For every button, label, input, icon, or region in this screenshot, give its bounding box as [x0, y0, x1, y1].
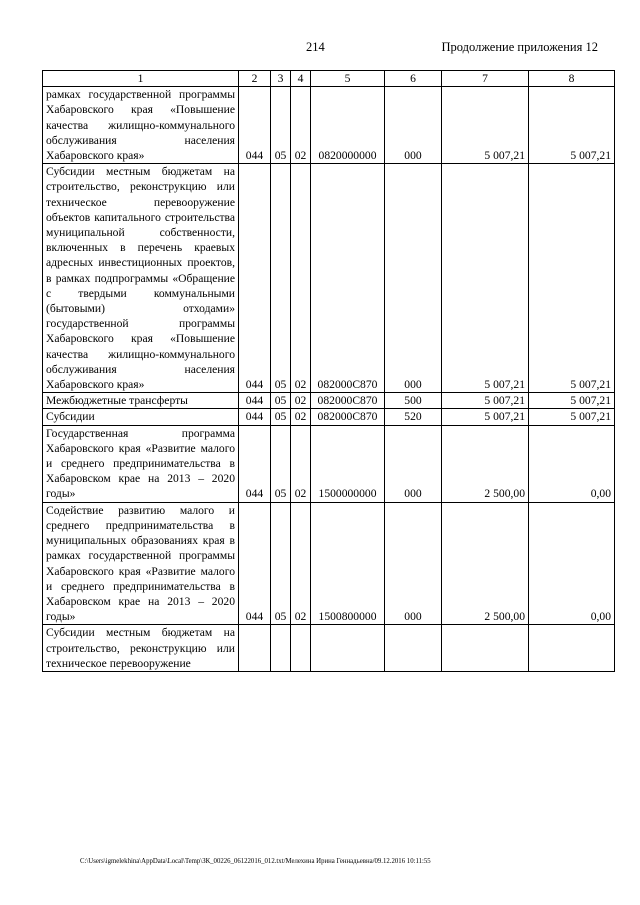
- amount-col8: 0,00: [529, 425, 615, 502]
- row-name: Субсидии: [43, 409, 239, 425]
- ministry-code: [239, 625, 271, 672]
- expense-type-code: 000: [385, 87, 442, 164]
- subsection-code: 02: [291, 425, 311, 502]
- section-code: 05: [271, 393, 291, 409]
- amount-col7: [442, 625, 529, 672]
- row-name: рамках государственной программы Хабаровского края «Повышение качества жилищно-коммунального обслуживания населения Хабаровского края»: [43, 87, 239, 164]
- expense-type-code: 520: [385, 409, 442, 425]
- amount-col7: 5 007,21: [442, 409, 529, 425]
- expense-type-code: 500: [385, 393, 442, 409]
- ministry-code: 044: [239, 409, 271, 425]
- column-number: 3: [271, 71, 291, 87]
- amount-col8: [529, 625, 615, 672]
- amount-col8: 0,00: [529, 502, 615, 625]
- expense-type-code: 000: [385, 164, 442, 393]
- amount-col7: 5 007,21: [442, 87, 529, 164]
- column-number: 2: [239, 71, 271, 87]
- expense-type-code: 000: [385, 425, 442, 502]
- amount-col8: 5 007,21: [529, 393, 615, 409]
- row-name: Содействие развитию малого и среднего предпринимательства в муниципальных образованиях края в рамках государственной программы Хабаровского края «Развитие малого и среднего предпринимательства в Хабаровском крае на 2013 – 2020 годы»: [43, 502, 239, 625]
- appendix-continuation-label: Продолжение приложения 12: [441, 40, 598, 54]
- column-number: 8: [529, 71, 615, 87]
- ministry-code: 044: [239, 393, 271, 409]
- expense-type-code: [385, 625, 442, 672]
- ministry-code: 044: [239, 164, 271, 393]
- target-article-code: 082000С870: [311, 409, 385, 425]
- subsection-code: 02: [291, 409, 311, 425]
- row-name: Межбюджетные трансферты: [43, 393, 239, 409]
- section-code: 05: [271, 502, 291, 625]
- subsection-code: [291, 625, 311, 672]
- target-article-code: 082000С870: [311, 393, 385, 409]
- amount-col7: 5 007,21: [442, 164, 529, 393]
- column-number: 6: [385, 71, 442, 87]
- section-code: 05: [271, 425, 291, 502]
- section-code: 05: [271, 164, 291, 393]
- column-number: 7: [442, 71, 529, 87]
- table-row: [43, 87, 615, 164]
- subsection-code: 02: [291, 502, 311, 625]
- amount-col8: 5 007,21: [529, 164, 615, 393]
- column-number: 5: [311, 71, 385, 87]
- table-row: [43, 164, 615, 393]
- row-name: Государственная программа Хабаровского края «Развитие малого и среднего предпринимательства в Хабаровском крае на 2013 – 2020 годы»: [43, 425, 239, 502]
- target-article-code: [311, 625, 385, 672]
- column-number: 1: [43, 71, 239, 87]
- section-code: 05: [271, 409, 291, 425]
- file-path-footer: C:\Users\igmelekhina\AppData\Local\Temp\ЗК_00226_06122016_012.txt/Мелехина Ирина Геннадьевна/09.12.2016 10:11:55: [80, 858, 431, 865]
- budget-table: [42, 70, 615, 672]
- column-number-row: [43, 71, 615, 87]
- target-article-code: 1500000000: [311, 425, 385, 502]
- expense-type-code: 000: [385, 502, 442, 625]
- subsection-code: 02: [291, 164, 311, 393]
- amount-col8: 5 007,21: [529, 87, 615, 164]
- ministry-code: 044: [239, 87, 271, 164]
- table-row: [43, 502, 615, 625]
- amount-col7: 5 007,21: [442, 393, 529, 409]
- target-article-code: 1500800000: [311, 502, 385, 625]
- ministry-code: 044: [239, 502, 271, 625]
- target-article-code: 082000С870: [311, 164, 385, 393]
- subsection-code: 02: [291, 393, 311, 409]
- row-name: Субсидии местным бюджетам на строительство, реконструкцию или техническое перевооружение объектов капитального строительства муниципальной собственности, включенных в перечень краевых адресных инвестиционных проектов, в рамках подпрограммы «Обращение с твердыми коммунальными (бытовыми) отходами» государственной программы Хабаровского края «Повышение качества жилищно-коммунального обслуживания населения Хабаровского края»: [43, 164, 239, 393]
- amount-col8: 5 007,21: [529, 409, 615, 425]
- row-name: Субсидии местным бюджетам на строительство, реконструкцию или техническое перевооружение: [43, 625, 239, 672]
- subsection-code: 02: [291, 87, 311, 164]
- amount-col7: 2 500,00: [442, 425, 529, 502]
- page-number: 214: [306, 40, 325, 54]
- table-row: [43, 409, 615, 425]
- table-row: [43, 625, 615, 672]
- table-row: [43, 425, 615, 502]
- ministry-code: 044: [239, 425, 271, 502]
- table-row: [43, 393, 615, 409]
- target-article-code: 0820000000: [311, 87, 385, 164]
- amount-col7: 2 500,00: [442, 502, 529, 625]
- column-number: 4: [291, 71, 311, 87]
- section-code: 05: [271, 87, 291, 164]
- section-code: [271, 625, 291, 672]
